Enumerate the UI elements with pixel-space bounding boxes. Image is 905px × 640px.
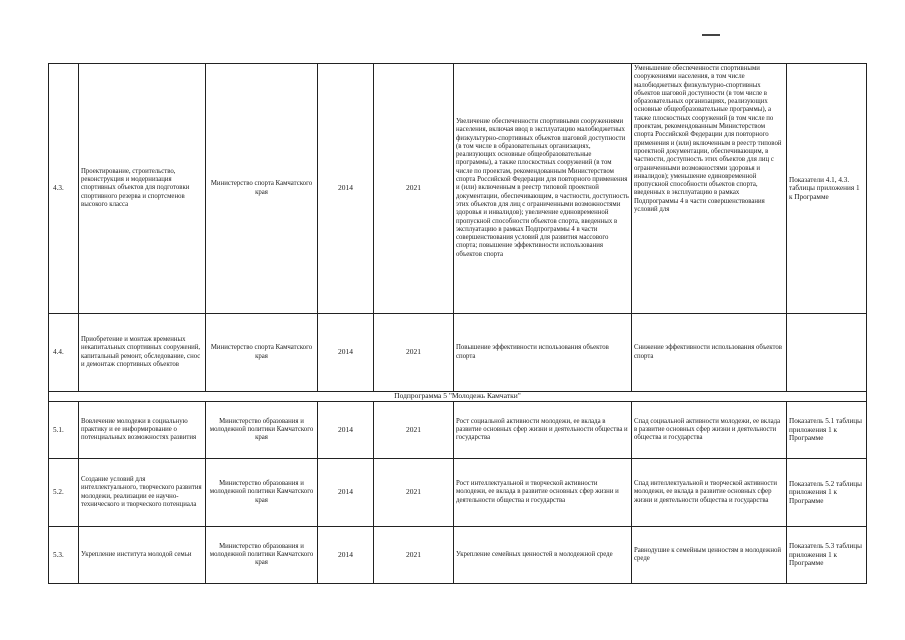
event-name: Укрепление института молодой семьи — [79, 527, 206, 584]
row-number: 4.4. — [49, 314, 79, 392]
start-year: 2014 — [318, 64, 374, 314]
indicator-link: Показатель 5.1 таблицы приложения 1 к Программе — [787, 402, 867, 459]
consequence: Снижение эффективности использования объектов спорта — [632, 314, 787, 392]
indicator-link: Показатель 5.3 таблицы приложения 1 к Программе — [787, 527, 867, 584]
event-name: Создание условий для интеллектуального, творческого развития молодежи, реализации ее научно-технического и творческого потенциала — [79, 459, 206, 527]
expected-result: Рост социальной активности молодежи, ее вклада в развитие основных сфер жизни и деятельности общества и государства — [454, 402, 632, 459]
start-year: 2014 — [318, 459, 374, 527]
consequence: Равнодушие к семейным ценностям в молодежной среде — [632, 527, 787, 584]
table-row-5-1 — [49, 402, 867, 459]
event-name: Вовлечение молодежи в социальную практику и ее информирование о потенциальных возможностях развития — [79, 402, 206, 459]
event-name: Приобретение и монтаж временных некапитальных спортивных сооружений, капитальный ремонт, обследование, снос и демонтаж спортивных объектов — [79, 314, 206, 392]
expected-result: Повышение эффективности использования объектов спорта — [454, 314, 632, 392]
expected-result: Увеличение обеспеченности спортивными сооружениями населения, включая ввод в эксплуатацию малобюджетных физкультурно-спортивных объектов шаговой доступности (в том числе в образовательных организациях, реализующих основные общеобразовательные программы), а также плоскостных сооружений (в том числе по проектам, рекомендованным Министерством спорта Российской Федерации для повторного применения и (или) включенным в реестр типовой проектной документации, обеспечивающим, в частности, доступность этих объектов для лиц с ограниченными возможностями здоровья и инвалидов); увеличение единовременной пропускной способности объектов спорта, введенных в эксплуатацию в рамках Подпрограммы 4 в части совершенствования условий для развития массового спорта; повышение эффективности использования объектов спорта — [454, 64, 632, 314]
row-number: 4.3. — [49, 64, 79, 314]
indicator-link — [787, 314, 867, 392]
table-row-5-3 — [49, 527, 867, 584]
executor: Министерство спорта Камчатского края — [206, 314, 318, 392]
indicator-link: Показатель 5.2 таблицы приложения 1 к Программе — [787, 459, 867, 527]
table-row-5-2 — [49, 459, 867, 527]
executor: Министерство образования и молодежной политики Камчатского края — [206, 527, 318, 584]
row-number: 5.3. — [49, 527, 79, 584]
end-year: 2021 — [374, 402, 454, 459]
end-year: 2021 — [374, 527, 454, 584]
table-row-4-4 — [49, 314, 867, 392]
executor: Министерство спорта Камчатского края — [206, 64, 318, 314]
expected-result: Рост интеллектуальной и творческой активности молодежи, ее вклада в развитие основных сфер жизни и деятельности общества и государства — [454, 459, 632, 527]
expected-result: Укрепление семейных ценностей в молодежной среде — [454, 527, 632, 584]
start-year: 2014 — [318, 402, 374, 459]
start-year: 2014 — [318, 314, 374, 392]
consequence: Уменьшение обеспеченности спортивными сооружениями населения, в том числе малобюджетных физкультурно-спортивных объектов шаговой доступности (в том числе в образовательных организациях, реализующих основные общеобразовательные программы), а также плоскостных сооружений (в том числе по проектам, рекомендованным Министерством спорта Российской Федерации для повторного применения и (или) включенным в реестр типовой проектной документации, обеспечивающим, в частности, доступность этих объектов для лиц с ограниченными возможностями здоровья и инвалидов); уменьшение единовременной пропускной способности объектов спорта, введенных в эксплуатацию в рамках Подпрограммы 4 в части совершенствования условий для — [632, 64, 787, 314]
row-number: 5.1. — [49, 402, 79, 459]
end-year: 2021 — [374, 314, 454, 392]
end-year: 2021 — [374, 459, 454, 527]
subprogram-title: Подпрограмма 5 "Молодежь Камчатки" — [49, 392, 867, 402]
consequence: Спад интеллектуальной и творческой активности молодежи, ее вклада в развитие основных сфер жизни и деятельности общества и государства — [632, 459, 787, 527]
event-name: Проектирование, строительство, реконструкция и модернизация спортивных объектов для подготовки спортивного резерва и спортсменов высокого класса — [79, 64, 206, 314]
row-number: 5.2. — [49, 459, 79, 527]
subprogram-header-row — [49, 392, 867, 402]
executor: Министерство образования и молодежной политики Камчатского края — [206, 402, 318, 459]
indicator-link: Показатели 4.1, 4.3. таблицы приложения 1 к Программе — [787, 64, 867, 314]
executor: Министерство образования и молодежной политики Камчатского края — [206, 459, 318, 527]
corner-mark — [702, 34, 720, 36]
table-row-4-3 — [49, 64, 867, 314]
end-year: 2021 — [374, 64, 454, 314]
consequence: Спад социальной активности молодежи, ее вклада в развитие основных сфер жизни и деятельности общества и государства — [632, 402, 787, 459]
start-year: 2014 — [318, 527, 374, 584]
program-events-table — [48, 63, 867, 584]
